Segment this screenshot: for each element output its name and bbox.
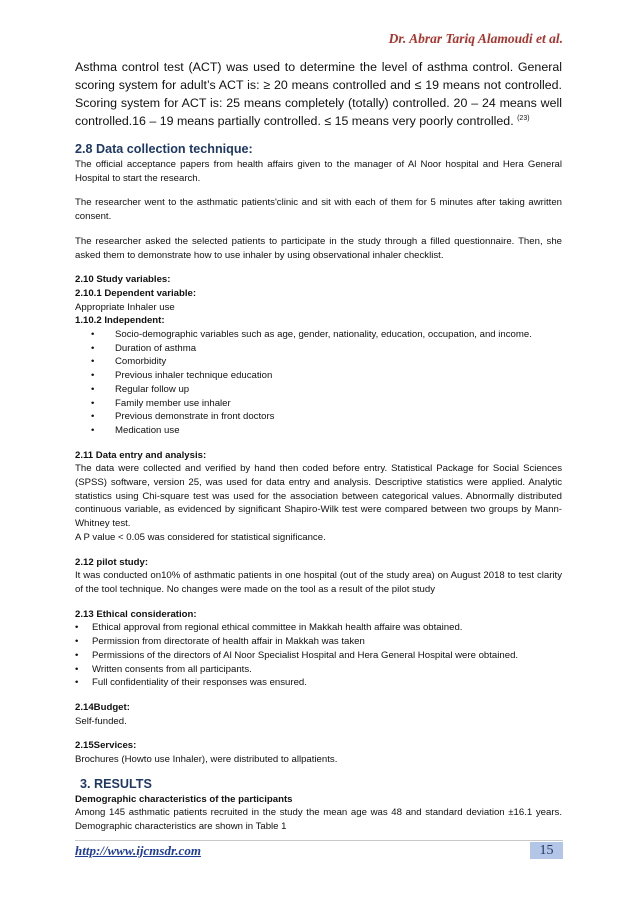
section-heading-2-14: 2.14Budget: xyxy=(75,701,130,713)
section-heading-2-15: 2.15Services: xyxy=(75,740,137,752)
bullet-icon: • xyxy=(75,663,79,675)
footer-divider xyxy=(75,840,563,841)
list-item: • Previous inhaler technique education xyxy=(91,370,273,382)
list-item: • Medication use xyxy=(91,424,180,436)
running-header-author: Dr. Abrar Tariq Alamoudi et al. xyxy=(388,31,563,46)
paragraph-2-8-1: The official acceptance papers from health affairs given to the manager of Al Noor hospital and Hera General Hospital to start the research. xyxy=(75,159,562,184)
paragraph-2-11-2: A P value < 0.05 was considered for statistical significance. xyxy=(75,531,326,543)
bullet-icon: • xyxy=(75,649,79,661)
list-item: • Full confidentiality of their responses was ensured. xyxy=(75,677,307,689)
paragraph-2-8-3: The researcher asked the selected patients to participate in the study through a filled questionnaire. Then, she asked them to demonstrate how to use inhaler by using observational inhaler checklist. xyxy=(75,235,562,261)
bullet-icon: • xyxy=(91,397,95,409)
bullet-icon: • xyxy=(91,383,95,395)
paragraph-2-8-2: The researcher went to the asthmatic patients'clinic and sit with each of them for 5 minutes after taking awritten consent. xyxy=(75,197,562,223)
list-item: • Regular follow up xyxy=(91,383,190,395)
section-heading-2-11: 2.11 Data entry and analysis: xyxy=(75,449,207,461)
act-paragraph xyxy=(75,58,562,130)
bullet-icon: • xyxy=(75,677,79,689)
subheading-dependent: 2.10.1 Dependent variable: xyxy=(75,287,197,299)
bullet-icon: • xyxy=(91,356,95,368)
list-item: • Ethical approval from regional ethical committee in Makkah health affaire was obtained. xyxy=(75,622,463,634)
bullet-icon: • xyxy=(91,342,95,354)
results-heading: 3. RESULTS xyxy=(80,776,152,791)
independent-variable-list xyxy=(75,328,562,438)
bullet-icon: • xyxy=(75,636,79,648)
bullet-icon: • xyxy=(91,370,95,382)
paragraph-2-12-1: It was conducted on10% of asthmatic patients in one hospital (out of the study area) on August 2018 to test clarity of the tool technique. No changes were made on the tool as a result of the pilot study xyxy=(75,570,562,595)
bullet-icon: • xyxy=(91,424,95,436)
bullet-icon: • xyxy=(91,329,95,341)
journal-url-link[interactable]: http://www.ijcmsdr.com xyxy=(75,843,201,858)
services-text: Brochures (Howto use Inhaler), were distributed to allpatients. xyxy=(75,754,338,766)
ethics-list xyxy=(75,621,562,690)
list-item: • Written consents from all participants. xyxy=(75,663,252,675)
act-text: Asthma control test (ACT) was used to determine the level of asthma control. General scoring system for adult’s ACT is: ≥ 20 means controlled and ≤ 19 means not controlled. Scoring system for ACT is: 25 means completely (totally) controlled. 20 – 24 means well controlled.16 – 19 means partially controlled. ≤ 15 means very poorly controlled. xyxy=(75,60,562,128)
page-number: 15 xyxy=(530,842,563,859)
bullet-icon: • xyxy=(91,411,95,423)
page-body xyxy=(75,58,562,834)
list-item: • Duration of asthma xyxy=(91,342,197,354)
bullet-icon: • xyxy=(75,622,79,634)
list-item: • Permission from directorate of health affair in Makkah was taken xyxy=(75,636,365,648)
list-item: • Family member use inhaler xyxy=(91,397,231,409)
dependent-variable-text: Appropriate Inhaler use xyxy=(75,301,175,313)
section-heading-2-12: 2.12 pilot study: xyxy=(75,556,149,568)
section-heading-2-8: 2.8 Data collection technique: xyxy=(75,142,253,156)
list-item: • Permissions of the directors of Al Noor Specialist Hospital and Hera General Hospital were obtained. xyxy=(75,649,519,661)
list-item: • Previous demonstrate in front doctors xyxy=(91,411,275,423)
list-item: • Comorbidity xyxy=(91,356,167,368)
list-item: • Socio-demographic variables such as age, gender, nationality, education, occupation, and income. xyxy=(91,329,532,341)
citation-ref[interactable]: (23) xyxy=(517,114,530,122)
section-heading-2-13: 2.13 Ethical consideration: xyxy=(75,608,197,620)
section-heading-2-10: 2.10 Study variables: xyxy=(75,274,171,286)
paragraph-2-11-1: The data were collected and verified by hand then coded before entry. Statistical Package for Social Sciences (SPSS) software, version 25, was used for data entry and analysis. Descriptive statistics were applied. Analytic statistics using Chi-square test was used for the association between categorical values. Abnormally distributed continuous variable, as evidenced by significant Shapiro-Wilk test were compared between two groups by Mann-Whitney test. xyxy=(75,463,562,530)
results-subheading: Demographic characteristics of the participants xyxy=(75,793,293,805)
budget-text: Self-funded. xyxy=(75,715,127,727)
results-paragraph: Among 145 asthmatic patients recruited in the study the mean age was 48 and standard deviation ±16.1 years. Demographic characteristics are shown in Table 1 xyxy=(75,807,562,833)
subheading-independent: 1.10.2 Independent: xyxy=(75,315,165,327)
